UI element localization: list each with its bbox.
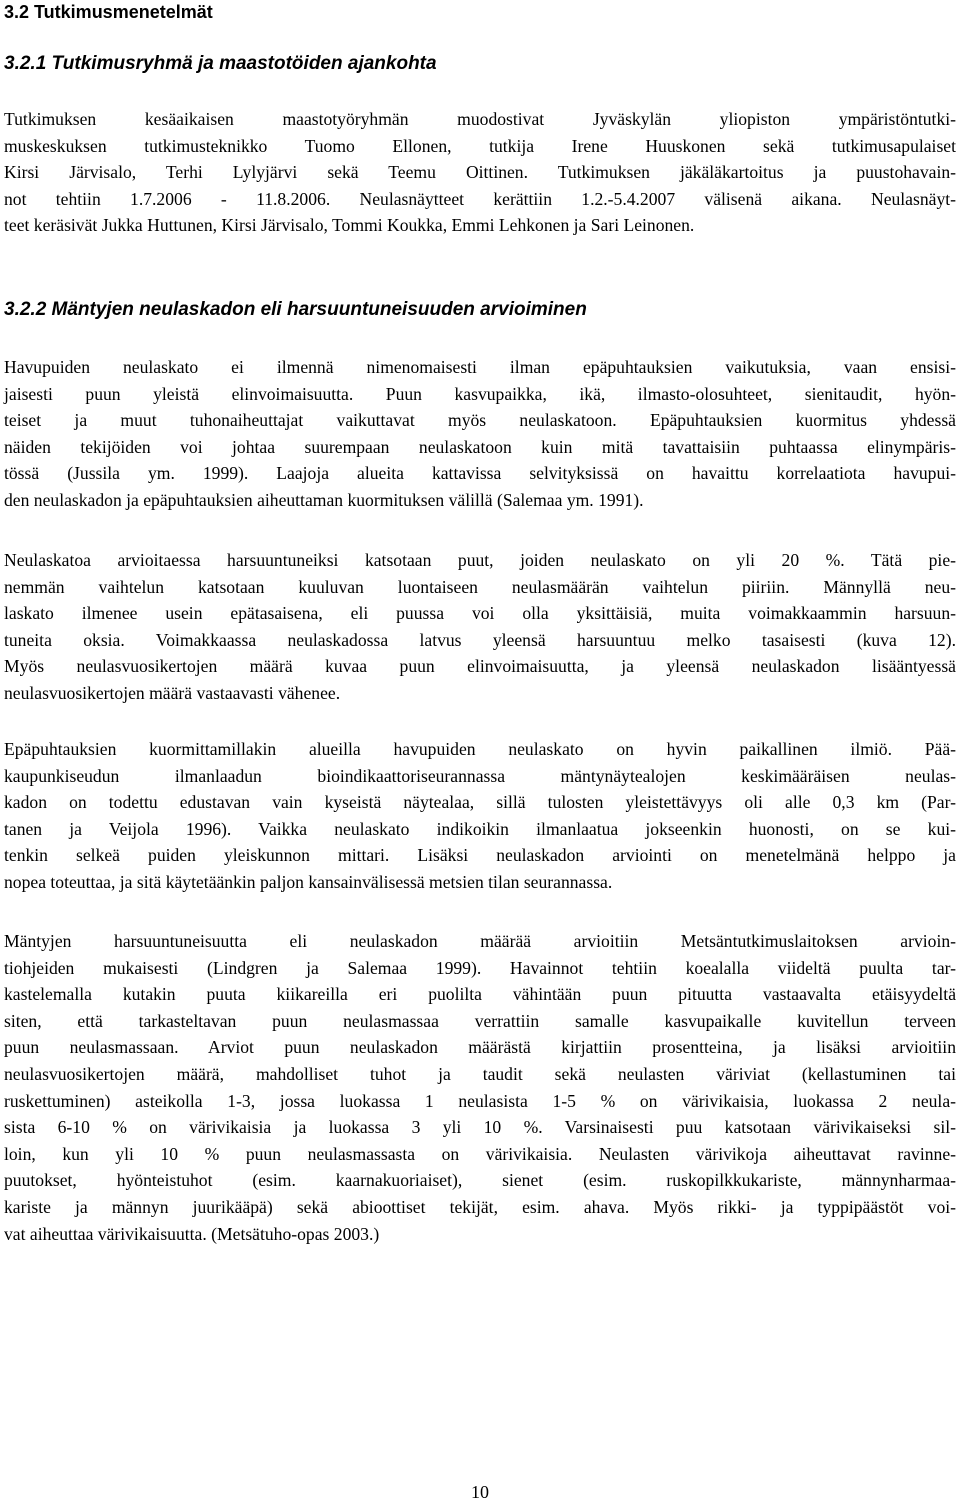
paragraph	[4, 547, 956, 707]
text-line: Neulaskatoa arvioitaessa harsuuntuneiksi katsotaan puut, joiden neulaskato on yli 20 %. Tätä pie-	[4, 550, 956, 570]
text-line: kaupunkiseudun ilmanlaadun bioindikaattoriseurannassa mäntynäytealojen keskimääräisen neulas-	[4, 765, 956, 786]
paragraph	[4, 106, 956, 239]
paragraph	[4, 736, 956, 896]
text-line: Kirsi Järvisalo, Terhi Lylyjärvi sekä Teemu Oittinen. Tutkimuksen jäkäläkartoitus ja puustohavain-	[4, 162, 956, 183]
text-line: loin, kun yli 10 % puun neulasmassasta on värivikaisia. Neulasten värivikoja aiheuttavat ravinne-	[4, 1143, 956, 1164]
text-line: siten, että tarkasteltavan puun neulasmassaa verrattiin samalle kasvupaikalle kuvitellun terveen	[4, 1010, 956, 1031]
text-line: tanen ja Veijola 1996). Vaikka neulaskato indikoikin ilmanlaatua jokseenkin huonosti, on se kui-	[4, 818, 956, 839]
page-number: 10	[471, 1482, 489, 1502]
text-line: puutokset, hyönteistuhot (esim. kaarnakuoriaiset), sienet (esim. ruskopilkkukariste, männynharmaa-	[4, 1170, 956, 1191]
text-line: kariste ja männyn juurikääpä) sekä abioottiset tekijät, esim. ahava. Myös rikki- ja typpipäästöt voi-	[4, 1196, 956, 1217]
text-line: Mäntyjen harsuuntuneisuutta eli neulaskadon määrää arvioitiin Metsäntutkimuslaitoksen arvioin-	[4, 931, 956, 951]
text-line: jaisesti puun yleistä elinvoimaisuutta. Puun kasvupaikka, ikä, ilmasto-olosuhteet, sienitaudit, hyön-	[4, 383, 956, 404]
subsection-heading-3-2-2: 3.2.2 Mäntyjen neulaskadon eli harsuuntuneisuuden arvioiminen	[4, 299, 587, 320]
section-heading: 3.2 Tutkimusmenetelmät	[4, 2, 213, 22]
paragraph	[4, 354, 956, 514]
paragraph	[4, 928, 956, 1247]
text-line: vat aiheuttaa värivikaisuutta. (Metsätuho-opas 2003.)	[4, 1223, 380, 1244]
text-line: tössä (Jussila ym. 1999). Laajoja alueita kattavissa selvityksissä on havaittu korrelaatiota havupui-	[4, 463, 956, 484]
text-line: sista 6-10 % on värivikaisia ja luokassa 3 yli 10 %. Varsinaisesti puu katsotaan värivikaiseksi sil-	[4, 1117, 956, 1138]
text-line: teet keräsivät Jukka Huttunen, Kirsi Järvisalo, Tommi Koukka, Emmi Lehkonen ja Sari Leinonen.	[4, 215, 695, 236]
text-line: Havupuiden neulaskato ei ilmennä nimenomaisesti ilman epäpuhtauksien vaikutuksia, vaan ensisi-	[4, 357, 956, 377]
text-line: näiden tekijöiden voi johtaa suurempaan neulaskatoon kuin mitä tavattaisiin puhtaassa elinympäris-	[4, 436, 956, 457]
text-line: neulasvuosikertojen määrä, mahdolliset tuhot ja taudit sekä neulasten väriviat (kellastuminen tai	[4, 1063, 956, 1084]
subsection-heading-3-2-1: 3.2.1 Tutkimusryhmä ja maastotöiden ajankohta	[4, 53, 437, 74]
text-line: muskeskuksen tutkimusteknikko Tuomo Ellonen, tutkija Irene Huuskonen sekä tutkimusapulaiset	[4, 135, 956, 156]
text-line: teiset ja muut tuhonaiheuttajat vaikuttavat myös neulaskatoon. Epäpuhtauksien kuormitus yhdessä	[4, 410, 956, 431]
text-line: neulasvuosikertojen määrä vastaavasti vähenee.	[4, 682, 341, 703]
text-line: Myös neulasvuosikertojen määrä kuvaa puun elinvoimaisuutta, ja yleensä neulaskadon lisääntyessä	[4, 656, 956, 677]
text-line: kastelemalla kutakin puuta kiikareilla eri puolilta vähintään puun pituutta vastaavalta etäisyydeltä	[4, 984, 956, 1005]
text-line: tenkin selkeä puiden yleiskunnon mittari. Lisäksi neulaskadon arviointi on menetelmänä helppo ja	[4, 845, 956, 866]
text-line: tiohjeiden mukaisesti (Lindgren ja Salemaa 1999). Havainnot tehtiin koealalla viideltä puulta tar-	[4, 957, 956, 978]
text-line: den neulaskadon ja epäpuhtauksien aiheuttaman kuormituksen välillä (Salemaa ym. 1991).	[4, 489, 644, 510]
text-line: nemmän vaihtelun katsotaan kuuluvan luontaiseen neulasmäärän vaihtelun piiriin. Männyllä neu-	[4, 576, 956, 597]
text-line: not tehtiin 1.7.2006 - 11.8.2006. Neulasnäytteet kerättiin 1.2.-5.4.2007 välisenä aikana. Neulasnäyt-	[4, 188, 956, 209]
text-line: ruskettuminen) asteikolla 1-3, jossa luokassa 1 neulasista 1-5 % on värivikaisia, luokassa 2 neula-	[4, 1090, 956, 1111]
text-line: Epäpuhtauksien kuormittamillakin alueilla havupuiden neulaskato on hyvin paikallinen ilmiö. Pää-	[4, 739, 956, 759]
text-line: laskato ilmenee usein epätasaisena, eli puussa voi olla yksittäisiä, muita voimakkaammin harsuun-	[4, 603, 956, 624]
text-line: nopea toteuttaa, ja sitä käytetäänkin paljon kansainvälisessä metsien tilan seurannassa.	[4, 871, 613, 892]
text-line: puun neulasmassaan. Arviot puun neulaskadon määrästä kirjattiin prosentteina, ja lisäksi arvioitiin	[4, 1037, 956, 1058]
text-line: kadon on todettu edustavan vain kyseistä näytealaa, sillä tulosten yleistettävyys oli alle 0,3 km (Par-	[4, 792, 956, 813]
text-line: tuneita oksia. Voimakkaassa neulaskadossa latvus yleensä harsuuntuu melko tasaisesti (kuva 12).	[4, 629, 956, 650]
text-line: Tutkimuksen kesäaikaisen maastotyöryhmän muodostivat Jyväskylän yliopiston ympäristöntutki-	[4, 109, 956, 129]
